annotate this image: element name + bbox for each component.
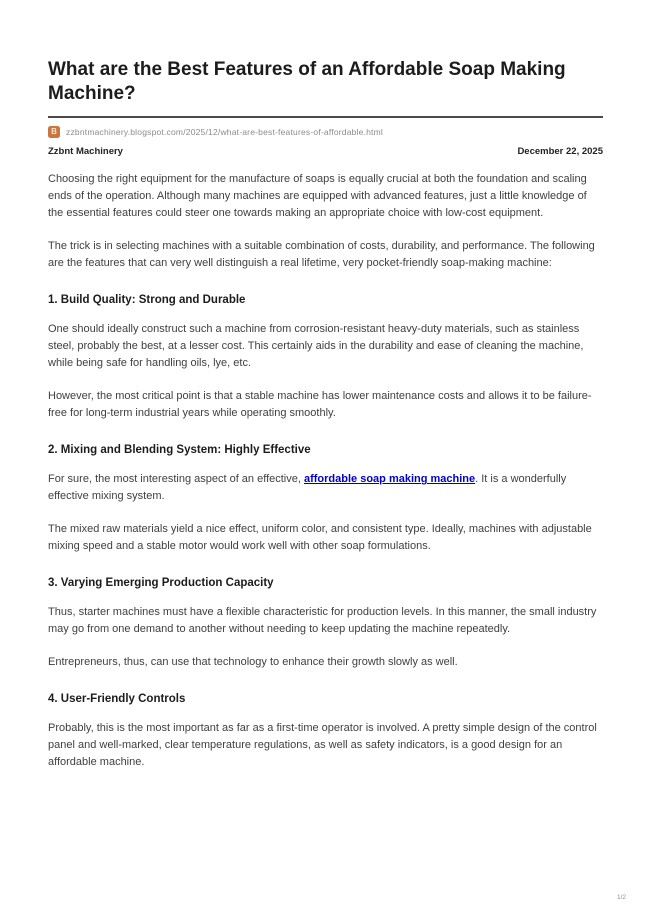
section-heading-1: 1. Build Quality: Strong and Durable [48,294,246,307]
section-1-paragraph-1: One should ideally construct such a machine from corrosion-resistant heavy-duty materials, such as stainless steel, probably the best, at a lesser cost. This certainly aids in the durability and ease of cleaning the machine, while being safe for handling oils, lye, etc. [48,323,584,370]
page-title: What are the Best Features of an Affordable Soap Making Machine? [48,59,566,105]
section-4-paragraph-1: Probably, this is the most important as far as a first-time operator is involved. A pretty simple design of the control panel and well-marked, clear temperature regulations, as well as safety indicators, is a good design for an affordable machine. [48,722,597,769]
section-heading-4: 4. User-Friendly Controls [48,693,186,706]
page-number: 1/2 [616,894,626,901]
author-name: Zzbnt Machinery [48,146,123,158]
publish-date: December 22, 2025 [517,146,603,158]
section-3-paragraph-2: Entrepreneurs, thus, can use that technology to enhance their growth slowly as well. [48,656,458,669]
title-divider [48,116,603,118]
section-1-paragraph-2: However, the most critical point is that a stable machine has lower maintenance costs and allows it to be failure-free for long-term industrial years while operating smoothly. [48,390,592,420]
section-2-paragraph-1 [48,471,603,505]
byline-row [48,146,603,157]
link-paragraph-prefix: For sure, the most interesting aspect of an effective, [48,473,304,486]
section-2-paragraph-2: The mixed raw materials yield a nice effect, uniform color, and consistent type. Ideally, machines with adjustable mixing speed and a stable motor would work well with other soap formulations. [48,523,592,553]
source-row [48,125,603,138]
affordable-soap-making-machine-link[interactable]: affordable soap making machine [303,473,476,486]
source-url: zzbntmachinery.blogspot.com/2025/12/what-are-best-features-of-affordable.html [66,126,383,137]
link-paragraph-suffix: . It is a wonderfully effective mixing system. [48,473,567,503]
section-3-paragraph-1: Thus, starter machines must have a flexible characteristic for production levels. In this manner, the small industry may go from one demand to another without needing to keep updating the machine repeatedly. [48,606,597,636]
section-heading-3: 3. Varying Emerging Production Capacity [48,577,274,590]
section-heading-2: 2. Mixing and Blending System: Highly Effective [48,444,311,457]
intro-paragraph-1: Choosing the right equipment for the manufacture of soaps is equally crucial at both the foundation and scaling ends of the operation. Although many machines are equipped with advanced features, just a little knowledge of the essential features could steer one towards making an appropriate choice with low-cost equipment. [48,173,587,220]
intro-paragraph-2: The trick is in selecting machines with a suitable combination of costs, durability, and performance. The following are the features that can very well distinguish a real lifetime, very pocket-friendly soap-making machine: [48,240,595,270]
blogger-favicon-icon: B [48,126,60,138]
